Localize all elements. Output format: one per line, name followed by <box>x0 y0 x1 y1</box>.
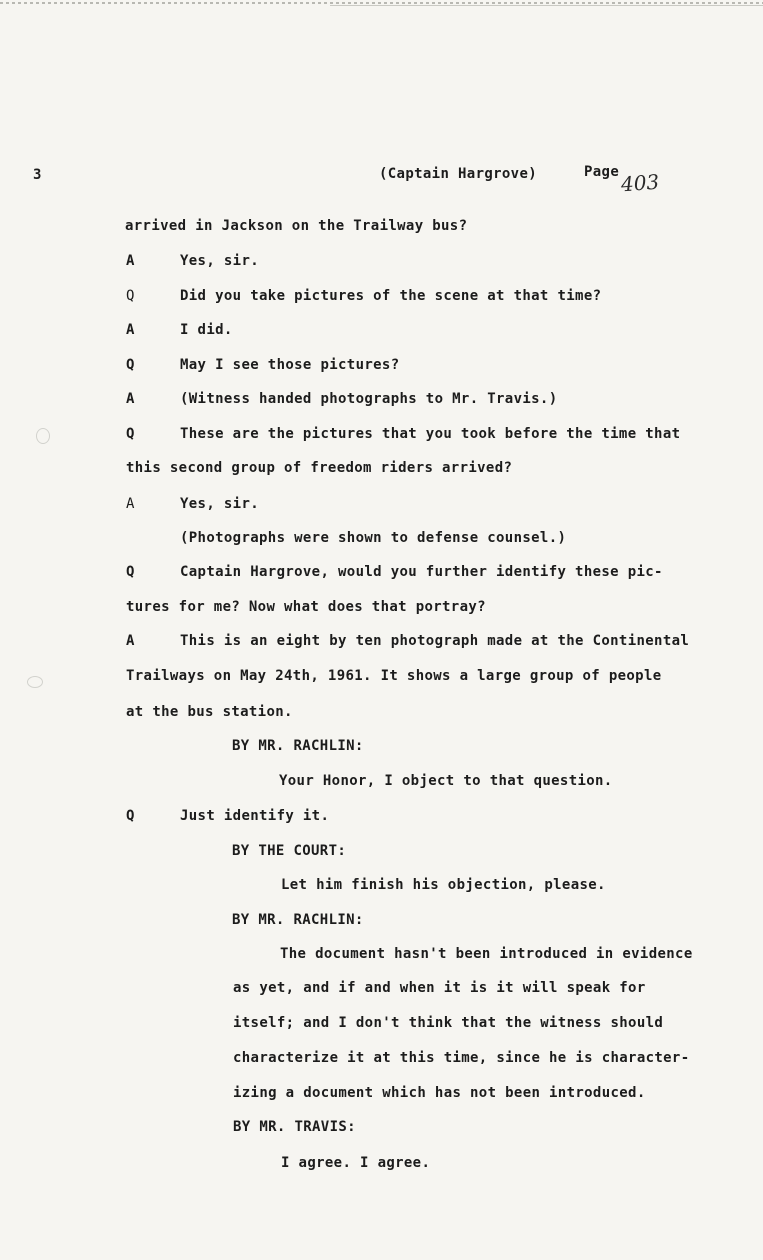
speaker-heading: BY THE COURT: <box>232 843 347 859</box>
transcript-line: I agree. I agree. <box>281 1155 431 1171</box>
scan-speck <box>36 428 50 444</box>
transcript-line: This is an eight by ten photograph made at the Continental <box>180 633 690 649</box>
transcript-line: Yes, sir. <box>180 253 260 269</box>
speaker-marker: Q <box>126 288 135 304</box>
transcript-line: Trailways on May 24th, 1961. It shows a large group of people <box>126 668 662 684</box>
speaker-marker: A <box>126 633 135 649</box>
transcript-line: May I see those pictures? <box>180 357 400 373</box>
margin-number: 3 <box>33 167 42 183</box>
page-label: Page <box>584 164 620 180</box>
transcript-line: at the bus station. <box>126 704 293 720</box>
speaker-heading: BY MR. RACHLIN: <box>232 738 364 754</box>
speaker-marker: Q <box>126 808 135 824</box>
speaker-heading: BY MR. TRAVIS: <box>233 1119 356 1135</box>
transcript-line: tures for me? Now what does that portray? <box>126 599 486 615</box>
transcript-line: izing a document which has not been introduced. <box>233 1085 646 1101</box>
speaker-marker: Q <box>126 426 135 442</box>
transcript-line: itself; and I don't think that the witness should <box>233 1015 664 1031</box>
transcript-line: These are the pictures that you took before the time that <box>180 426 681 442</box>
speaker-marker: Q <box>126 357 135 373</box>
transcript-line: The document hasn't been introduced in evidence <box>280 946 693 962</box>
transcript-line: as yet, and if and when it is it will speak for <box>233 980 646 996</box>
transcript-line: Did you take pictures of the scene at that time? <box>180 288 602 304</box>
transcript-line: Captain Hargrove, would you further identify these pic- <box>180 564 663 580</box>
transcript-line: arrived in Jackson on the Trailway bus? <box>125 218 468 234</box>
transcript-line: Let him finish his objection, please. <box>281 877 606 893</box>
transcript-line: Just identify it. <box>180 808 330 824</box>
transcript-line: Yes, sir. <box>180 496 260 512</box>
speaker-marker: A <box>126 253 135 269</box>
transcript-line: characterize it at this time, since he is character- <box>233 1050 690 1066</box>
transcript-line: I did. <box>180 322 233 338</box>
transcript-line: this second group of freedom riders arrived? <box>126 460 513 476</box>
speaker-marker: A <box>126 322 135 338</box>
speaker-marker: A <box>126 391 135 407</box>
top-edge-rule <box>0 2 763 4</box>
transcript-line: (Witness handed photographs to Mr. Travis.) <box>180 391 558 407</box>
top-edge-line <box>330 5 763 6</box>
page-number: 403 <box>620 169 660 197</box>
speaker-marker: A <box>126 496 135 512</box>
transcript-line: (Photographs were shown to defense counsel.) <box>180 530 567 546</box>
speaker-marker: Q <box>126 564 135 580</box>
scan-speck <box>27 676 43 688</box>
speaker-heading: BY MR. RACHLIN: <box>232 912 364 928</box>
transcript-line: Your Honor, I object to that question. <box>279 773 613 789</box>
witness-header: (Captain Hargrove) <box>379 166 538 182</box>
